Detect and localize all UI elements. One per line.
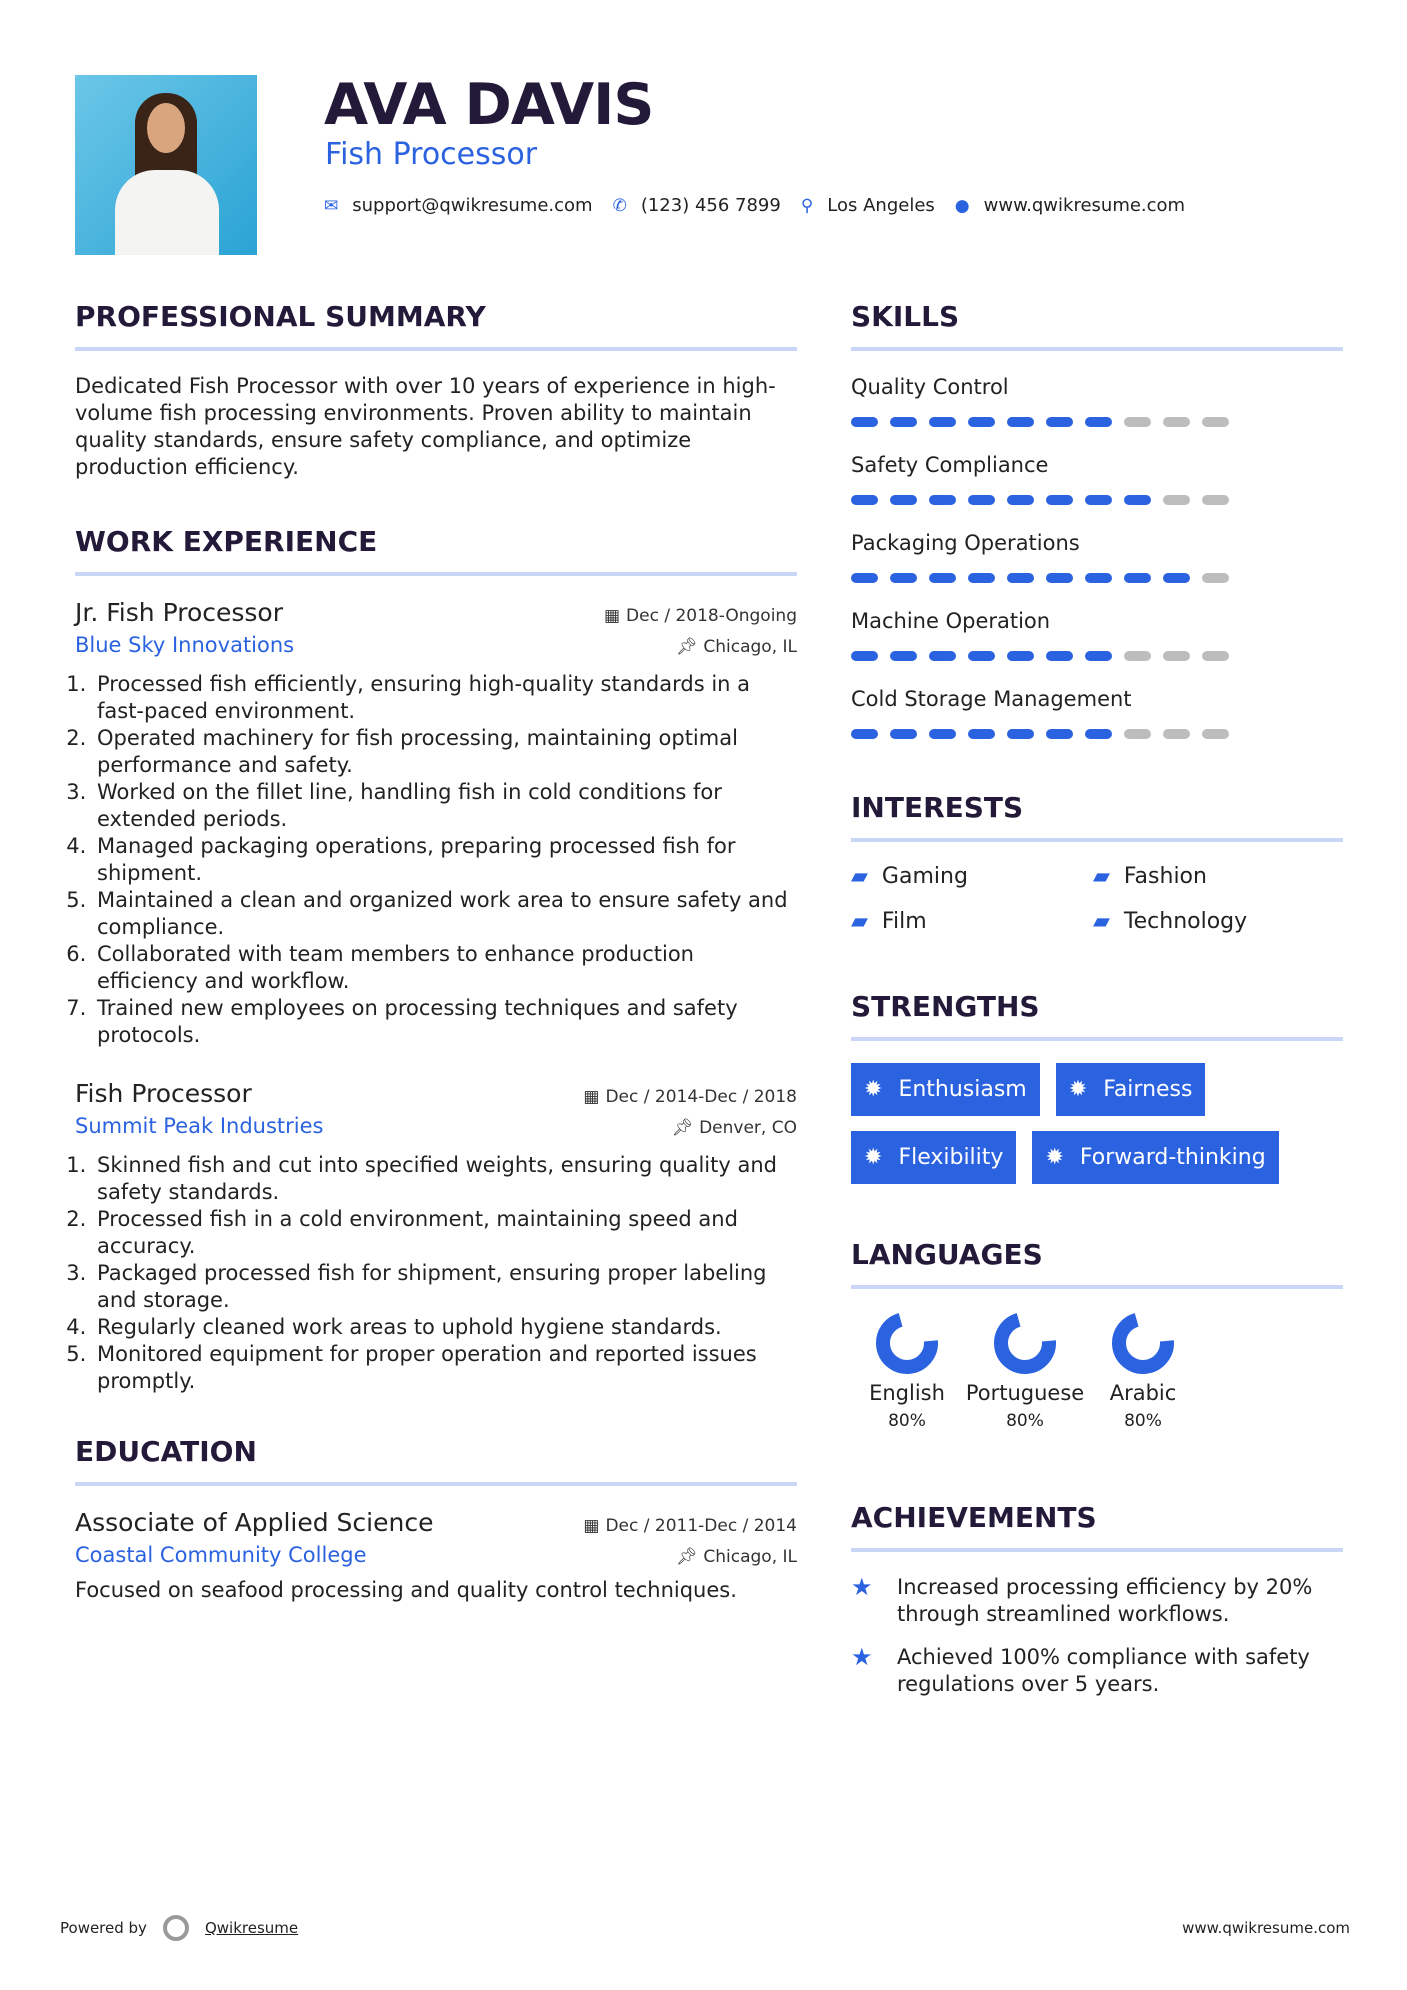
section-heading: INTERESTS [851,791,1343,842]
language-percent: 80% [888,1411,926,1431]
envelope-icon: ✉ [324,195,339,216]
job-date: Dec / 2014-Dec / 2018 [605,1087,797,1107]
rating-dash [1085,495,1112,505]
responsibilities-list [75,1152,797,1395]
language-percent: 80% [1006,1411,1044,1431]
language-item [851,1311,963,1461]
rating-dash [1046,573,1073,583]
job-entry [75,598,797,1049]
interest-item [1093,864,1323,889]
rating-dash [1085,729,1112,739]
rating-dash [929,417,956,427]
rating-dash [1124,417,1151,427]
responsibilities-list [75,671,797,1049]
section-heading: LANGUAGES [851,1238,1343,1289]
section-heading: STRENGTHS [851,990,1343,1041]
section-heading: PROFESSIONAL SUMMARY [75,300,797,351]
rating-dash [968,495,995,505]
achievement-item [851,1574,1343,1628]
language-progress-ring [1111,1311,1175,1375]
experience-section [75,525,797,1395]
list-item: 2. Processed fish in a cold environment, maintaining speed and accuracy. [93,1206,797,1260]
rating-dash [1085,573,1112,583]
list-item: 7. Trained new employees on processing techniques and safety protocols. [93,995,797,1049]
badge-icon: ✹ [864,1145,883,1170]
globe-icon: ● [954,195,970,216]
list-item: 4. Regularly cleaned work areas to uphold hygiene standards. [93,1314,797,1341]
interest-item [851,864,1093,889]
book-icon: ▰ [1093,909,1110,934]
calendar-icon: ▦ [583,1087,600,1107]
contact-email[interactable]: support@qwikresume.com [352,195,593,216]
language-progress-ring [993,1311,1057,1375]
section-heading: WORK EXPERIENCE [75,525,797,576]
job-location: Chicago, IL [703,637,797,657]
rating-dash [1202,495,1229,505]
interest-label: Technology [1123,909,1248,934]
brand-link[interactable]: Qwikresume [204,1919,299,1937]
pin-icon: 📌︎ [671,1118,694,1138]
rating-dash [929,495,956,505]
list-item: 5. Monitored equipment for proper operation and reported issues promptly. [93,1341,797,1395]
contact-location: Los Angeles [827,195,935,216]
skill-name: Safety Compliance [851,453,1049,477]
strength-label: Enthusiasm [898,1077,1027,1102]
skill-item [851,607,1343,685]
list-item: 6. Collaborated with team members to enhance production efficiency and workflow. [93,941,797,995]
rating-dash [968,729,995,739]
skill-item [851,373,1343,451]
pin-icon: 📌︎ [675,1547,698,1567]
rating-dash [851,495,878,505]
skill-name: Machine Operation [851,609,1051,633]
rating-dash [1163,729,1190,739]
phone-icon: ✆ [612,195,627,216]
strength-badge [851,1131,1016,1184]
strength-label: Flexibility [898,1145,1004,1170]
education-description: Focused on seafood processing and quality control techniques. [75,1578,737,1602]
company-name: Summit Peak Industries [75,1114,324,1138]
list-item: 5. Maintained a clean and organized work area to ensure safety and compliance. [93,887,797,941]
interest-item [851,909,1093,934]
interest-item [1093,909,1323,934]
strengths-section [851,990,1343,1184]
rating-dash [851,573,878,583]
rating-dash [1202,651,1229,661]
rating-dash [1202,729,1229,739]
language-item [963,1311,1087,1461]
summary-section [75,300,797,481]
job-entry [75,1079,797,1395]
rating-dash [1124,651,1151,661]
rating-dash [890,651,917,661]
skill-item [851,451,1343,529]
strength-badge [1056,1063,1206,1116]
rating-dash [968,417,995,427]
rating-dash [1163,495,1190,505]
rating-dash [1007,417,1034,427]
calendar-icon: ▦ [583,1516,600,1536]
rating-dash [1007,495,1034,505]
left-column [75,300,797,1604]
education-section [75,1435,797,1604]
strength-label: Fairness [1103,1077,1193,1102]
rating-dash [1124,495,1151,505]
skill-name: Cold Storage Management [851,687,1132,711]
skill-name: Quality Control [851,375,1009,399]
skill-rating [851,417,1343,427]
skill-item [851,529,1343,607]
rating-dash [890,573,917,583]
education-date: Dec / 2011-Dec / 2014 [605,1516,797,1536]
achievements-section [851,1501,1343,1698]
job-position: Jr. Fish Processor [75,598,283,627]
map-marker-icon: ⚲ [800,195,814,216]
strength-badge [851,1063,1040,1116]
rating-dash [1202,417,1229,427]
rating-dash [1202,573,1229,583]
interest-label: Film [881,909,927,934]
contact-bar [324,195,1205,216]
rating-dash [890,417,917,427]
rating-dash [929,729,956,739]
skill-name: Packaging Operations [851,531,1080,555]
book-icon: ▰ [851,864,868,889]
job-location: Denver, CO [699,1118,797,1138]
company-name: Blue Sky Innovations [75,633,295,657]
education-location: Chicago, IL [703,1547,797,1567]
footer-url[interactable]: www.qwikresume.com [1182,1919,1350,1937]
languages-section [851,1238,1343,1461]
rating-dash [1085,417,1112,427]
rating-dash [1163,573,1190,583]
interests-section [851,791,1343,934]
degree: Associate of Applied Science [75,1508,434,1537]
list-item: 4. Managed packaging operations, preparing processed fish for shipment. [93,833,797,887]
summary-text: Dedicated Fish Processor with over 10 years of experience in high-volume fish processing environments. Proven ability to maintain quality standards, ensure safety compliance, and optimize production efficiency. [75,374,776,479]
section-heading: EDUCATION [75,1435,797,1486]
job-date: Dec / 2018-Ongoing [626,606,797,626]
rating-dash [851,417,878,427]
rating-dash [1046,729,1073,739]
list-item: 3. Worked on the fillet line, handling fish in cold conditions for extended periods. [93,779,797,833]
section-heading: SKILLS [851,300,1343,351]
language-item [1087,1311,1199,1461]
skill-item [851,685,1343,763]
language-name: Arabic [1109,1381,1177,1405]
section-heading: ACHIEVEMENTS [851,1501,1343,1552]
rating-dash [1046,417,1073,427]
list-item: 1. Processed fish efficiently, ensuring high-quality standards in a fast-paced environment. [93,671,797,725]
skill-rating [851,729,1343,739]
school-name: Coastal Community College [75,1543,367,1567]
language-name: English [869,1381,945,1405]
rating-dash [890,495,917,505]
contact-website[interactable]: www.qwikresume.com [983,195,1186,216]
profile-photo [75,75,257,255]
candidate-name: AVA DAVIS [324,72,654,138]
language-progress-ring [875,1311,939,1375]
badge-icon: ✹ [1045,1145,1064,1170]
job-title: Fish Processor [325,137,538,172]
rating-dash [851,729,878,739]
strength-badge [1032,1131,1278,1184]
skill-rating [851,495,1343,505]
job-position: Fish Processor [75,1079,252,1108]
rating-dash [890,729,917,739]
skill-rating [851,573,1343,583]
book-icon: ▰ [1093,864,1110,889]
rating-dash [1124,729,1151,739]
rating-dash [1007,651,1034,661]
rating-dash [1046,495,1073,505]
rating-dash [1046,651,1073,661]
achievement-item [851,1644,1343,1698]
skill-rating [851,651,1343,661]
footer [60,1915,1350,1941]
qwikresume-logo-icon [163,1915,189,1941]
badge-icon: ✹ [1068,1077,1088,1102]
rating-dash [1007,573,1034,583]
book-icon: ▰ [851,909,868,934]
calendar-icon: ▦ [603,606,621,626]
skills-section [851,300,1343,763]
rating-dash [929,651,956,661]
badge-icon: ✹ [864,1077,883,1102]
achievement-text: Achieved 100% compliance with safety regulations over 5 years. [897,1645,1310,1696]
rating-dash [968,651,995,661]
interest-label: Gaming [881,864,968,889]
rating-dash [929,573,956,583]
interest-label: Fashion [1123,864,1207,889]
achievement-text: Increased processing efficiency by 20% through streamlined workflows. [897,1575,1313,1626]
contact-phone[interactable]: (123) 456 7899 [640,195,781,216]
list-item: 2. Operated machinery for fish processing, maintaining optimal performance and safety. [93,725,797,779]
list-item: 3. Packaged processed fish for shipment, ensuring proper labeling and storage. [93,1260,797,1314]
language-name: Portuguese [965,1381,1085,1405]
powered-by-label: Powered by [60,1919,147,1937]
rating-dash [1163,417,1190,427]
list-item: 1. Skinned fish and cut into specified weights, ensuring quality and safety standards. [93,1152,797,1206]
star-icon: ★ [851,1643,873,1671]
strength-label: Forward-thinking [1079,1145,1266,1170]
rating-dash [1007,729,1034,739]
pin-icon: 📌︎ [675,637,698,657]
rating-dash [1124,573,1151,583]
rating-dash [1163,651,1190,661]
rating-dash [968,573,995,583]
rating-dash [851,651,878,661]
star-icon: ★ [851,1573,873,1601]
right-column [851,300,1343,1714]
rating-dash [1085,651,1112,661]
language-percent: 80% [1124,1411,1162,1431]
